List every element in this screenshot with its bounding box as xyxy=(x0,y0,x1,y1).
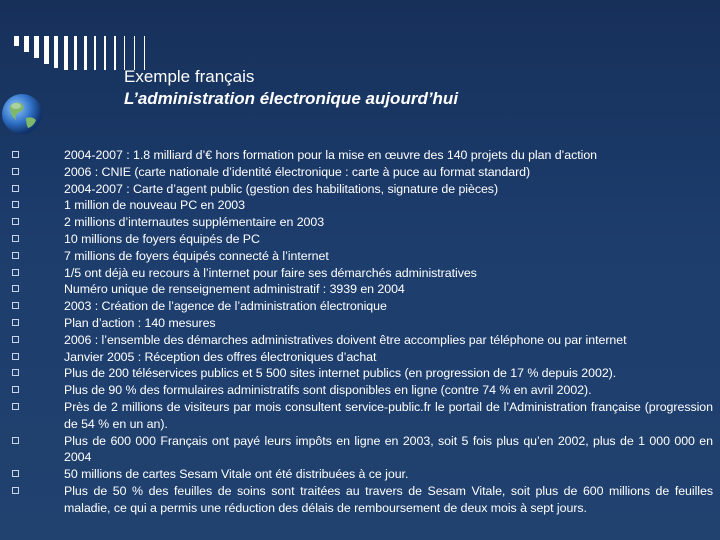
list-item xyxy=(10,231,713,248)
list-item-text: Plus de 90 % des formulaires administratifs sont disponibles en ligne (contre 74 % en avril 2002). xyxy=(64,383,592,398)
title-line-1: Exemple français xyxy=(124,67,255,86)
list-item-text: Près de 2 millions de visiteurs par mois consultent service-public.fr le portail de l’Administration française (progression de 54 % en un an). xyxy=(64,399,713,431)
list-item-text: Numéro unique de renseignement administratif : 3939 en 2004 xyxy=(64,282,405,297)
square-bullet-icon xyxy=(10,437,24,447)
square-bullet-icon xyxy=(10,470,24,480)
list-item xyxy=(10,483,713,517)
square-bullet-icon xyxy=(10,336,24,346)
list-item xyxy=(10,298,713,315)
list-item xyxy=(10,433,713,467)
list-item xyxy=(10,466,713,483)
bullet-list xyxy=(10,147,713,517)
list-item xyxy=(10,181,713,198)
square-bullet-icon xyxy=(10,252,24,262)
list-item-text: 2006 : CNIE (carte nationale d’identité électronique : carte à puce au format standard) xyxy=(64,164,531,179)
square-bullet-icon xyxy=(10,168,24,178)
list-item-text: 2004-2007 : Carte d’agent public (gestion des habilitations, signature de pièces) xyxy=(64,181,499,196)
list-item xyxy=(10,281,713,298)
list-item xyxy=(10,365,713,382)
list-item xyxy=(10,248,713,265)
square-bullet-icon xyxy=(10,201,24,211)
list-item-text: 1/5 ont déjà eu recours à l’internet pour faire ses démarchés administratives xyxy=(64,265,477,280)
list-item-text: 50 millions de cartes Sesam Vitale ont été distribuées à ce jour. xyxy=(64,467,409,482)
square-bullet-icon xyxy=(10,285,24,295)
square-bullet-icon xyxy=(10,302,24,312)
list-item xyxy=(10,382,713,399)
square-bullet-icon xyxy=(10,353,24,363)
list-item xyxy=(10,147,713,164)
square-bullet-icon xyxy=(10,235,24,245)
list-item xyxy=(10,332,713,349)
list-item-text: Plus de 600 000 Français ont payé leurs impôts en ligne en 2003, soit 5 fois plus qu’en 2002, plus de 1 000 000 en 2004 xyxy=(64,433,713,465)
list-item-text: 2 millions d’internautes supplémentaire en 2003 xyxy=(64,215,325,230)
square-bullet-icon xyxy=(10,319,24,329)
square-bullet-icon xyxy=(10,369,24,379)
square-bullet-icon xyxy=(10,386,24,396)
square-bullet-icon xyxy=(10,487,24,497)
list-item-text: 1 million de nouveau PC en 2003 xyxy=(64,198,245,213)
list-item xyxy=(10,164,713,181)
list-item-text: Janvier 2005 : Réception des offres électroniques d’achat xyxy=(64,349,377,364)
square-bullet-icon xyxy=(10,403,24,413)
list-item xyxy=(10,214,713,231)
list-item-text: 10 millions de foyers équipés de PC xyxy=(64,231,260,246)
square-bullet-icon xyxy=(10,151,24,161)
globe-icon xyxy=(0,90,48,138)
list-item xyxy=(10,399,713,433)
list-item-text: Plan d’action : 140 mesures xyxy=(64,315,216,330)
list-item-text: 2003 : Création de l’agence de l’administration électronique xyxy=(64,299,387,314)
list-item xyxy=(10,265,713,282)
slide-title xyxy=(124,66,684,110)
list-item xyxy=(10,349,713,366)
list-item-text: 7 millions de foyers équipés connecté à l’internet xyxy=(64,248,329,263)
list-item xyxy=(10,197,713,214)
list-item-text: Plus de 200 téléservices publics et 5 500 sites internet publics (en progression de 17 % depuis 2002). xyxy=(64,366,617,381)
list-item-text: 2006 : l’ensemble des démarches administratives doivent être accomplies par téléphone ou par internet xyxy=(64,332,627,347)
list-item xyxy=(10,315,713,332)
square-bullet-icon xyxy=(10,269,24,279)
square-bullet-icon xyxy=(10,218,24,228)
list-item-text: Plus de 50 % des feuilles de soins sont traitées au travers de Sesam Vitale, soit plus de 600 millions de feuilles maladie, ce qui a permis une réduction des délais de remboursement de deux mois à sept jours. xyxy=(64,483,713,515)
square-bullet-icon xyxy=(10,185,24,195)
title-line-2: L’administration électronique aujourd’hui xyxy=(124,89,459,108)
list-item-text: 2004-2007 : 1.8 milliard d’€ hors formation pour la mise en œuvre des 140 projets du plan d’action xyxy=(64,148,598,162)
